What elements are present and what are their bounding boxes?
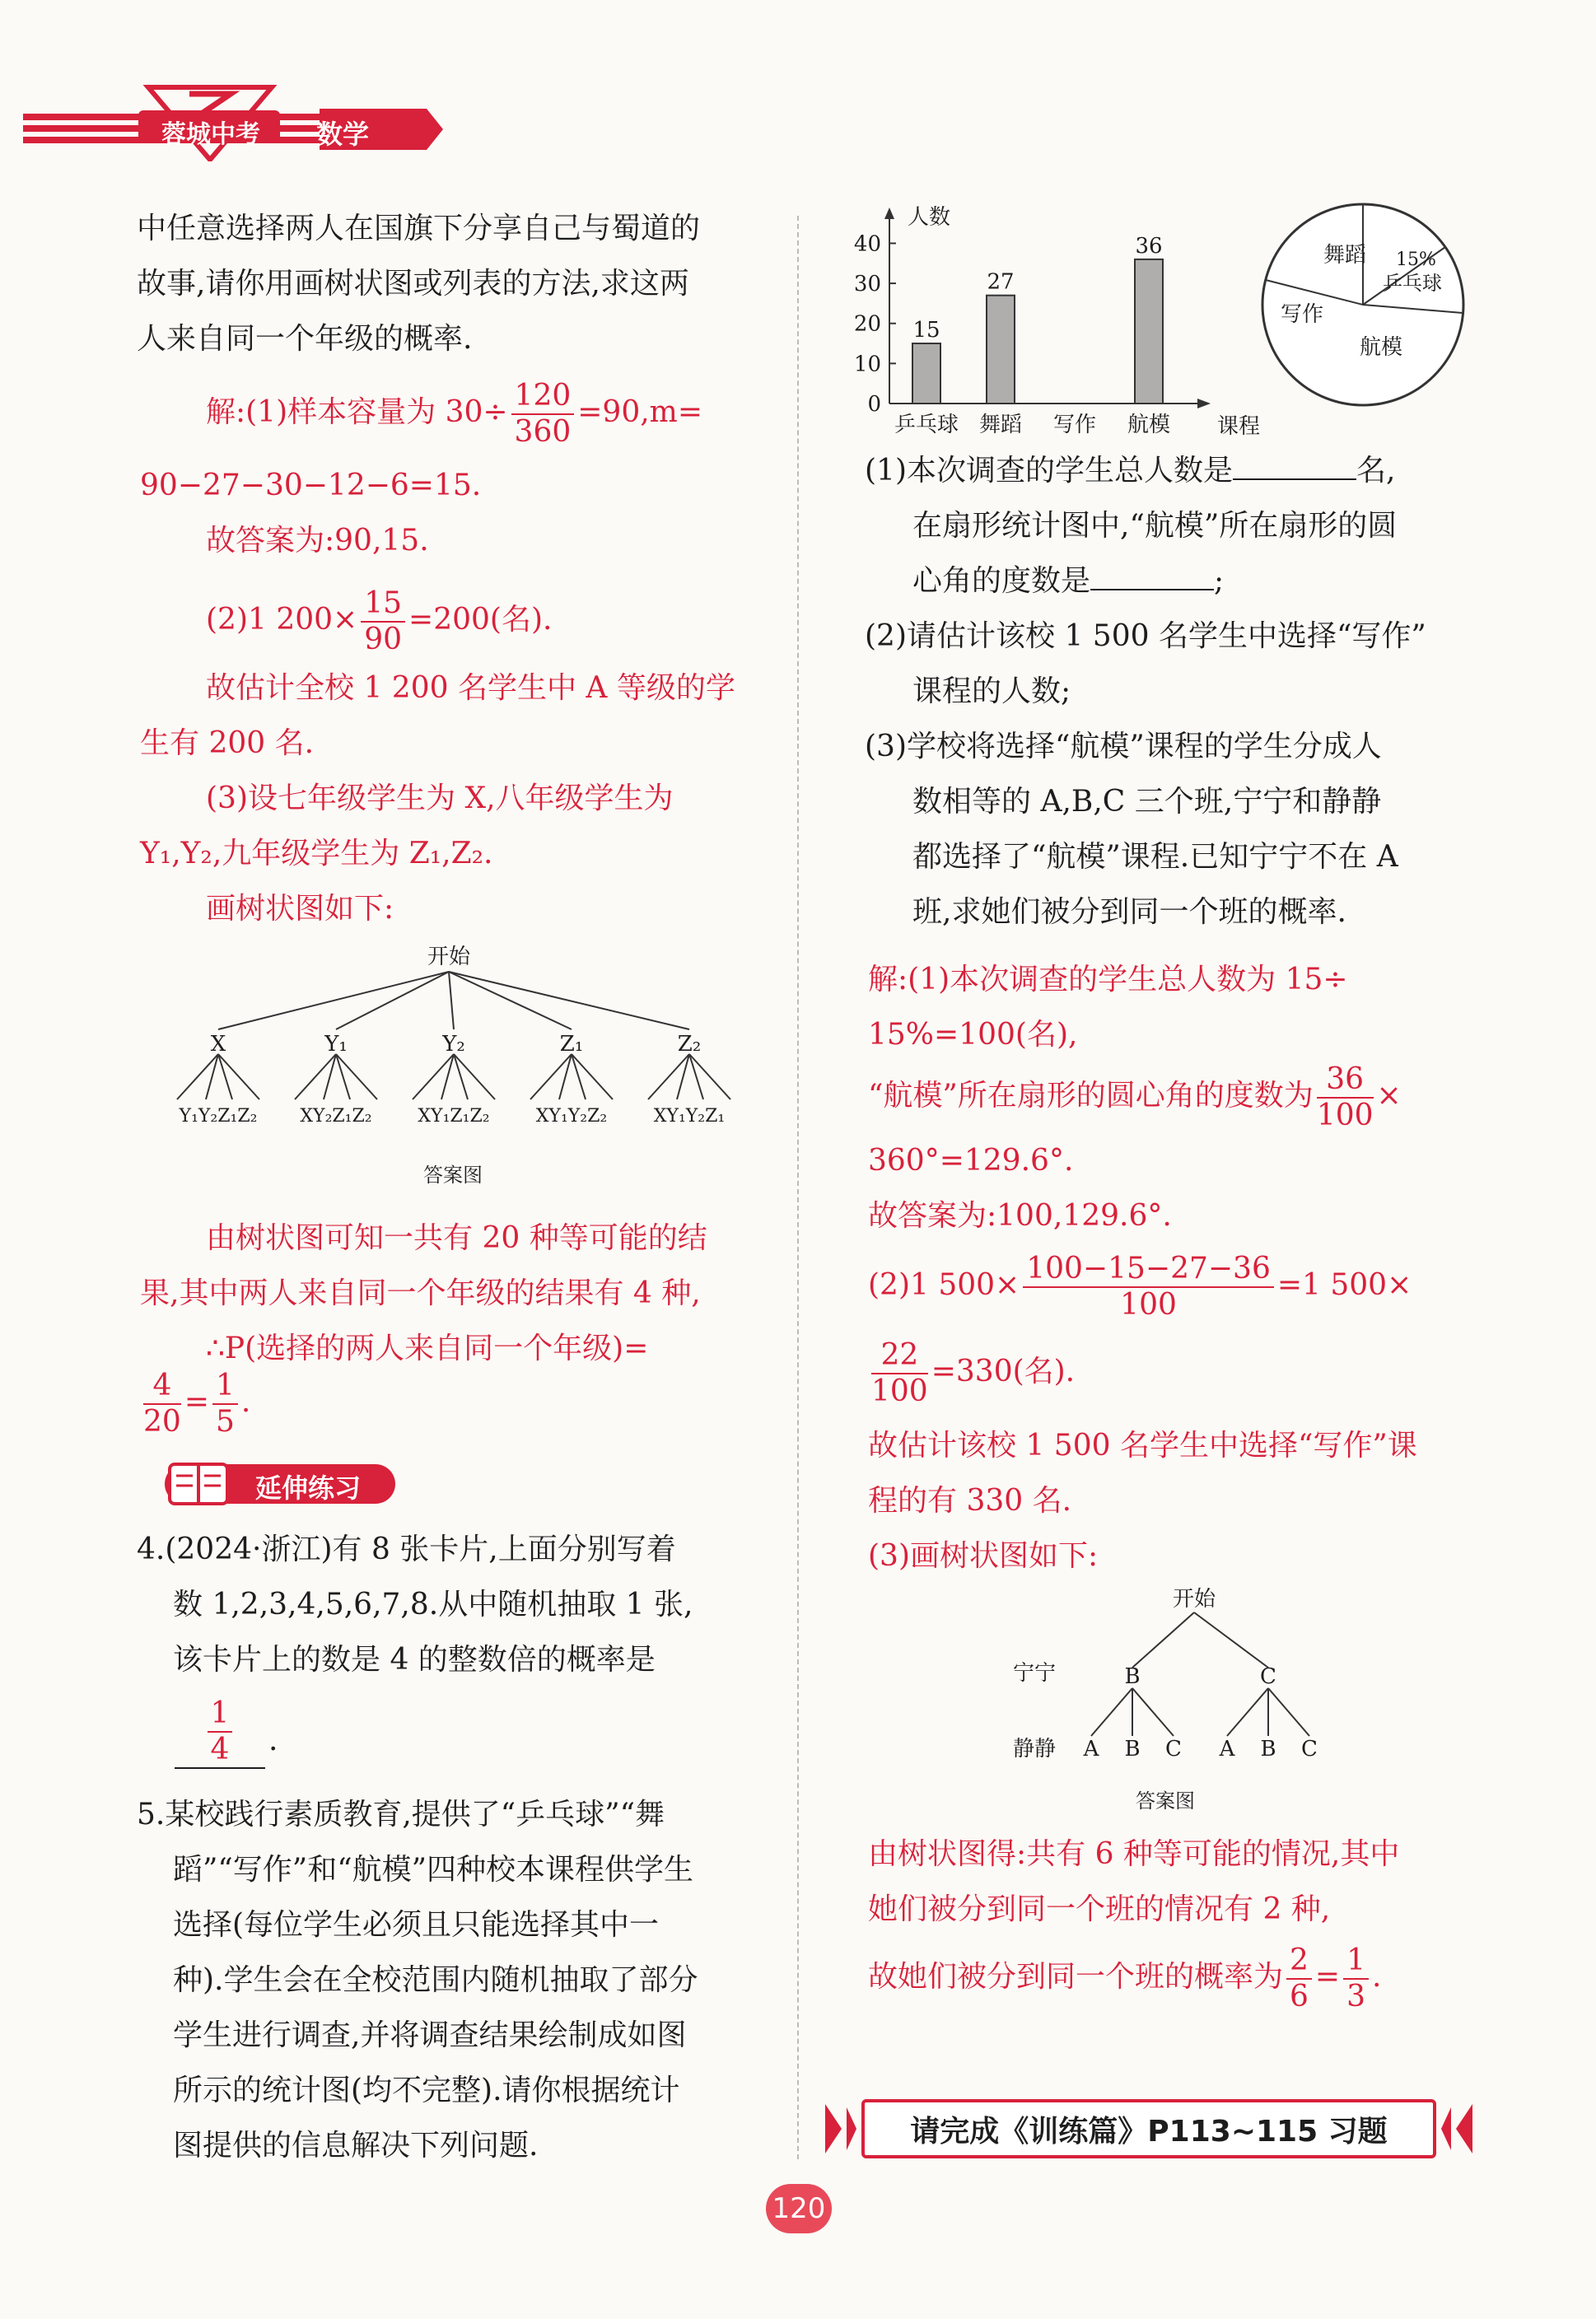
tree1-node: X	[210, 1032, 226, 1057]
solution-5-2-estimate-1: 故估计该校 1 500 名学生中选择“写作”课	[868, 1429, 1417, 1463]
tree1-root: 开始	[427, 945, 471, 969]
x-category-label: 乒乓球	[894, 413, 959, 437]
question-4-line-1: 4.(2024·浙江)有 8 张卡片,上面分别写着	[137, 1533, 676, 1566]
question-5-line-4: 种).学生会在全校范围内随机抽取了部分	[173, 1963, 698, 1997]
solution-2-estimate-2: 生有 200 名.	[140, 726, 315, 760]
question-5-line-5: 学生进行调查,并将调查结果绘制成如图	[173, 2018, 687, 2052]
bar-1	[987, 296, 1015, 404]
answer-blank	[1233, 454, 1356, 480]
bar-value-label: 15	[912, 318, 940, 343]
solution-5-1-line-1: 解:(1)本次调查的学生总人数为 15÷	[868, 963, 1348, 996]
tree2-leaf: C	[1165, 1737, 1182, 1761]
y-axis-arrow	[884, 208, 894, 219]
solution-1-answer: 故答案为:90,15.	[206, 524, 429, 558]
x-category-label: 航模	[1127, 413, 1171, 437]
question-4-end: .	[268, 1724, 278, 1757]
tree-diagram-1	[148, 939, 774, 1211]
bar-3	[1135, 259, 1163, 404]
solution-1-line: 解:(1)样本容量为 30÷ $\frac{120}{360}$ =90,m=	[206, 379, 702, 449]
intro-line-3: 人来自同一个年级的概率.	[137, 322, 473, 356]
tree2-root: 开始	[1172, 1587, 1216, 1612]
question-5-line-3: 选择(每位学生必须且只能选择其中一	[173, 1908, 660, 1942]
question-5-line-7: 图提供的信息解决下列问题.	[173, 2129, 539, 2163]
column-divider	[797, 216, 799, 2159]
intro-line-2: 故事,请你用画树状图或列表的方法,求这两	[137, 267, 689, 301]
pie-chart	[1256, 198, 1470, 412]
solution-5-2-line-2: $\frac{22}{100}$ =330(名).	[871, 1338, 1076, 1408]
pie-label-dance: 舞蹈	[1323, 243, 1367, 268]
bar-chart	[848, 206, 1276, 445]
tree1-leaf-group: Y₁Y₂Z₁Z₂	[179, 1106, 258, 1127]
tree2-node: B	[1124, 1664, 1141, 1689]
tree1-leaf-group: XY₁Z₁Z₂	[418, 1106, 490, 1127]
pie-label-percent: 15%	[1396, 250, 1436, 270]
solution-3-line-2: Y₁,Y₂,九年级学生为 Z₁,Z₂.	[140, 837, 493, 870]
brand-text: 蓉城中考	[161, 120, 260, 149]
tree1-node: Y₁	[324, 1032, 348, 1057]
solution-3-result: $\frac{4}{20}$ = $\frac{1}{5}$ .	[143, 1369, 251, 1439]
question-5-2-line-2: 课程的人数;	[912, 674, 1071, 708]
pie-label-writing: 写作	[1281, 302, 1324, 327]
y-tick-label: 30	[853, 272, 881, 297]
solution-5-3-intro: (3)画树状图如下:	[868, 1539, 1099, 1573]
pie-label-pingpong: 乒乓球	[1383, 272, 1442, 295]
solution-5-3-result: 故她们被分到同一个班的概率为 $\frac{2}{6}$ = $\frac{1}{3}$ .	[868, 1943, 1382, 2013]
solution-5-2-estimate-2: 程的有 330 名.	[868, 1484, 1072, 1518]
solution-3-line-1: (3)设七年级学生为 X,八年级学生为	[206, 782, 674, 815]
tree1-leaf-group: XY₁Y₂Z₁	[653, 1106, 726, 1127]
question-5-1-line-3: 心角的度数是 ;	[912, 564, 1225, 598]
book-icon	[165, 1459, 239, 1509]
y-tick-label: 0	[867, 392, 881, 417]
question-5-line-6: 所示的统计图(均不完整).请你根据统计	[173, 2074, 680, 2107]
solution-5-1-angle-result: 360°=129.6°.	[868, 1144, 1074, 1178]
bar-0	[912, 343, 940, 404]
question-5-3-line-1: (3)学校将选择“航模”课程的学生分成人	[865, 730, 1382, 763]
question-5-line-1: 5.某校践行素质教育,提供了“乒乓球”“舞	[137, 1798, 665, 1831]
tree2-caption: 答案图	[1136, 1789, 1195, 1813]
tree2-leaf: C	[1301, 1737, 1318, 1761]
solution-5-3-line-2: 她们被分到同一个班的情况有 2 种,	[868, 1892, 1331, 1926]
y-tick-label: 40	[853, 231, 881, 257]
solution-5-1-angle: “航模”所在扇形的圆心角的度数为 $\frac{36}{100}$ ×	[868, 1062, 1402, 1132]
solution-3b-line-2: 果,其中两人来自同一个年级的结果有 4 种,	[140, 1276, 701, 1310]
subject-label: 数学	[316, 119, 370, 150]
tree2-leaf: B	[1260, 1737, 1276, 1761]
tree1-node: Y₂	[442, 1032, 465, 1057]
x-category-label: 舞蹈	[978, 413, 1023, 437]
solution-3b-line-1: 由树状图可知一共有 20 种等可能的结	[206, 1221, 707, 1255]
y-tick-label: 20	[853, 311, 881, 337]
footer-banner-text: 请完成《训练篇》P113~115 习题	[910, 2115, 1388, 2149]
question-5-3-line-4: 班,求她们被分到同一个班的概率.	[912, 895, 1346, 929]
solution-5-1-line-2: 15%=100(名),	[868, 1018, 1078, 1052]
question-5-1-line-2: 在扇形统计图中,“航模”所在扇形的圆	[912, 509, 1398, 543]
answer-blank	[1090, 564, 1214, 590]
pie-label-model: 航模	[1360, 335, 1403, 360]
question-4-line-3: 该卡片上的数是 4 的整数倍的概率是	[173, 1643, 656, 1677]
tree1-leaf-group: XY₁Y₂Z₂	[535, 1106, 608, 1127]
y-tick-label: 10	[853, 352, 881, 377]
tree1-caption: 答案图	[423, 1164, 483, 1187]
bar-value-label: 27	[987, 269, 1015, 295]
question-5-3-line-3: 都选择了“航模”课程.已知宁宁不在 A	[912, 840, 1398, 874]
question-5-3-line-2: 数相等的 A,B,C 三个班,宁宁和静静	[912, 785, 1382, 819]
y-axis-label: 人数	[908, 206, 951, 230]
tree-intro: 画树状图如下:	[206, 892, 394, 926]
tree2-row1-label: 宁宁	[1013, 1661, 1057, 1686]
intro-line-1: 中任意选择两人在国旗下分享自己与蜀道的	[137, 212, 701, 245]
bar-value-label: 36	[1135, 233, 1163, 259]
tree1-leaf-group: XY₂Z₁Z₂	[300, 1106, 372, 1127]
question-5-2-line-1: (2)请估计该校 1 500 名学生中选择“写作”	[865, 619, 1426, 653]
tree2-row2-label: 静静	[1013, 1737, 1057, 1761]
tree2-leaf: B	[1124, 1737, 1141, 1761]
solution-5-1-answer: 故答案为:100,129.6°.	[868, 1199, 1172, 1233]
page-number: 120	[772, 2192, 826, 2225]
tree-diagram-2	[988, 1581, 1416, 1828]
question-5-line-2: 蹈”“写作”和“航模”四种校本课程供学生	[173, 1853, 694, 1887]
tree1-node: Z₁	[559, 1032, 584, 1057]
solution-3c: ∴P(选择的两人来自同一个年级)=	[206, 1332, 649, 1365]
solution-2-estimate-1: 故估计全校 1 200 名学生中 A 等级的学	[206, 671, 735, 705]
tree1-node: Z₂	[677, 1032, 702, 1057]
tree2-leaf: A	[1219, 1737, 1235, 1761]
solution-1-calc: 90−27−30−12−6=15.	[140, 469, 482, 502]
solution-5-2-line-1: (2)1 500× $\frac{100-15-27-36}{100}$ =1 500×	[868, 1252, 1412, 1322]
extension-label: 延伸练习	[255, 1472, 362, 1504]
tree2-leaf: A	[1083, 1737, 1099, 1761]
solution-2-line: (2)1 200× $\frac{15}{90}$ =200(名).	[206, 586, 553, 656]
question-5-1-line-1: (1)本次调查的学生总人数是 名,	[865, 454, 1396, 488]
solution-5-3-line-1: 由树状图得:共有 6 种等可能的情况,其中	[868, 1837, 1400, 1871]
tree2-node: C	[1260, 1664, 1276, 1689]
x-axis-label: 课程	[1217, 414, 1261, 439]
question-4-answer: $\frac{1}{4}$	[175, 1696, 265, 1769]
question-4-line-2: 数 1,2,3,4,5,6,7,8.从中随机抽取 1 张,	[173, 1588, 693, 1621]
x-axis-arrow	[1197, 399, 1211, 408]
x-category-label: 写作	[1052, 413, 1097, 437]
